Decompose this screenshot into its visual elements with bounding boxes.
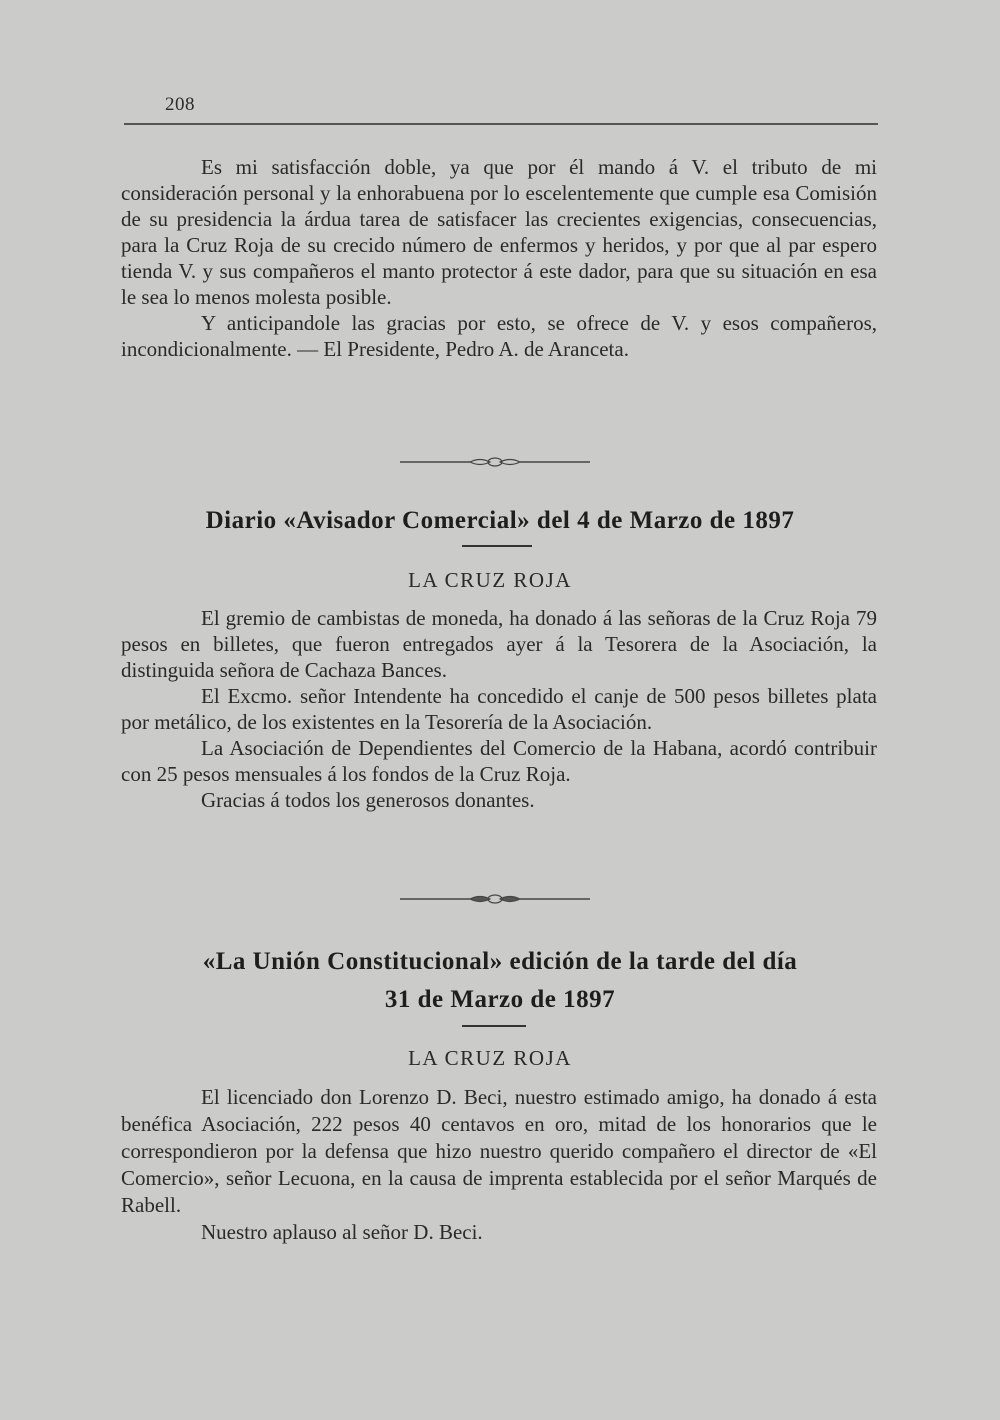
ornament-divider [400,455,590,469]
section-title: «La Unión Constitucional» edición de la tarde del día [202,948,798,975]
section2-paragraph: Nuestro aplauso al señor D. Beci. [201,1220,483,1244]
intro-paragraph: Es mi satisfacción doble, ya que por él mando á V. el tributo de mi consideración personal y la enhorabuena por lo escelentemente que cumple esa Comisión de su presidencia la árdua tarea de satisfacer las crecientes exigencias, consecuencias, para la Cruz Roja de su crecido número de enfermos y heridos, y por que al par espero tienda V. y sus compañeros el manto protector á este dador, para que su situación en esa le sea lo menos molesta posible. [121,155,877,309]
section2-text [121,1084,877,1246]
section2-paragraph: El licenciado don Lorenzo D. Beci, nuestro estimado amigo, ha donado á esta benéfica Asociación, 222 pesos 40 centavos en oro, mitad de los honorarios que le correspondieron por la defensa que hizo nuestro querido compañero el director de «El Comercio», señor Lecuona, en la causa de imprenta establecida por el señor Marqués de Rabell. [121,1085,877,1217]
section-subhead: LA CRUZ ROJA [408,1046,572,1070]
section1-paragraph: El Excmo. señor Intendente ha concedido el canje de 500 pesos billetes plata por metálico, de los existentes en la Tesorería de la Asociación. [121,684,877,734]
section-title-line2: 31 de Marzo de 1897 [384,986,616,1013]
section1-paragraph: La Asociación de Dependientes del Comercio de la Habana, acordó contribuir con 25 pesos mensuales á los fondos de la Cruz Roja. [121,736,877,786]
ornament-divider [400,892,590,906]
section1-paragraph: El gremio de cambistas de moneda, ha donado á las señoras de la Cruz Roja 79 pesos en billetes, que fueron entregados ayer á la Tesorera de la Asociación, la distinguida señora de Cachaza Bances. [121,606,877,682]
page-number: 208 [165,94,195,115]
title-rule [462,1025,526,1027]
section-subhead: LA CRUZ ROJA [408,568,572,592]
section-title: Diario «Avisador Comercial» del 4 de Marzo de 1897 [205,507,795,534]
section1-paragraph: Gracias á todos los generosos donantes. [201,788,535,812]
title-rule [462,545,532,547]
intro-text [121,154,877,362]
intro-paragraph: Y anticipandole las gracias por esto, se ofrece de V. y esos compañeros, incondicionalmente. — El Presidente, Pedro A. de Aranceta. [121,311,877,361]
section1-text [121,605,877,813]
header-rule [124,123,878,125]
